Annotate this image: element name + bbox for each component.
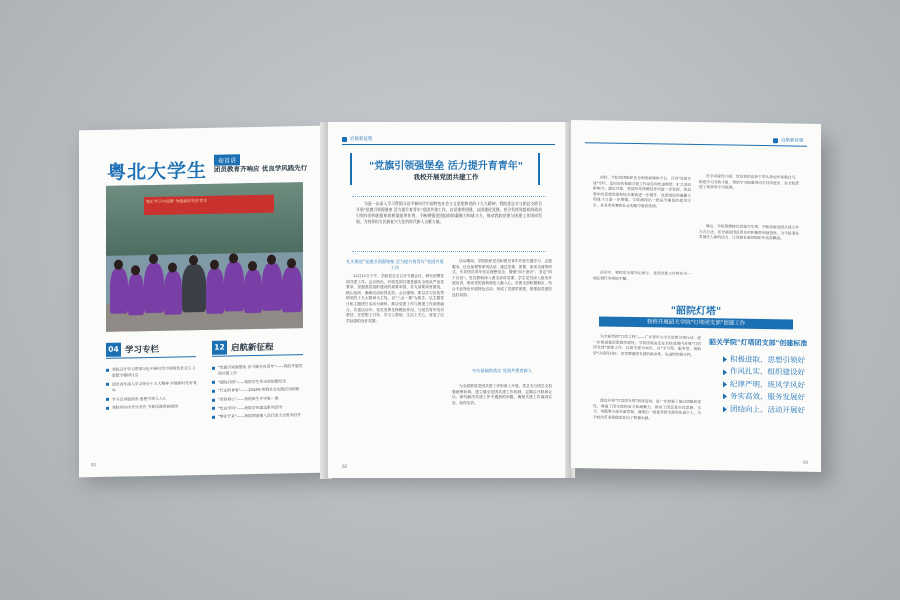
preface-subtitle: 团员教育齐响应 优良学风践先行 bbox=[214, 163, 308, 174]
section-number: 04 bbox=[106, 343, 121, 357]
student-figure bbox=[110, 267, 128, 313]
running-head: 启航新征程 bbox=[773, 137, 804, 143]
student-figure bbox=[282, 266, 302, 312]
study-list bbox=[106, 365, 198, 414]
bullet-icon bbox=[212, 407, 215, 410]
triangle-bullet-icon bbox=[723, 369, 727, 375]
triangle-bullet-icon bbox=[723, 357, 727, 363]
section-journey-heading bbox=[212, 340, 274, 355]
triangle-bullet-icon bbox=[723, 394, 727, 400]
section-label: 启航新征程 bbox=[231, 342, 274, 354]
standard-item: 纪律严明、班风学风好 bbox=[723, 378, 805, 392]
list-item: 我院举办读书分享会 书香浸润青春校园 bbox=[106, 403, 198, 411]
student-figure bbox=[164, 270, 182, 314]
standards-title: 韶关学院"灯塔团支部"创建标准 bbox=[709, 338, 808, 348]
photo-banner-text: 智汇学子中国梦 争做新时代好青年 bbox=[146, 197, 208, 205]
triangle-bullet-icon bbox=[723, 406, 727, 412]
standards-list bbox=[723, 353, 805, 416]
journey-list bbox=[212, 363, 304, 423]
section-label: 学习专栏 bbox=[125, 344, 160, 356]
group-photo bbox=[106, 182, 303, 332]
list-item: "党旗引领强堡垒 活力提升育青年"——我院开展党团共建工作 bbox=[212, 363, 304, 377]
page-number: 02 bbox=[91, 462, 97, 468]
standard-item: 作风扎实、组织建设好 bbox=[723, 366, 805, 380]
lighthouse-bar: 我校开展韶关学院"灯塔团支部"创建工作 bbox=[599, 316, 793, 329]
list-item: "青春初心"——我院新生开学第一课 bbox=[212, 395, 304, 403]
right-page bbox=[571, 120, 821, 472]
section-icon bbox=[342, 137, 347, 142]
teacher-figure bbox=[182, 264, 206, 312]
list-item: 我院召开学习贯彻习近平新时代中国特色社会主义思想专题研讨会 bbox=[106, 365, 198, 379]
bullet-icon bbox=[212, 381, 215, 384]
bullet-icon bbox=[106, 368, 109, 371]
page-number: 02 bbox=[342, 464, 348, 469]
list-item: 团员青年深入学习领会十九大精神 争做新时代好青年 bbox=[106, 380, 198, 394]
col2-text-b: 最后，学院将继续以党建为引领，不断创新党团共建工作方式方法，充分调动团员青年的积极性和创造性，为学院事业发展注入新的活力，让党旗在基层组织中高高飘扬。 bbox=[699, 224, 799, 241]
list-item: "继往开来"——我院团委第八次代表大会胜利召开 bbox=[212, 412, 304, 420]
col2-text: 活动期间，学院组织党员和团员青年开展专题学习、志愿服务、红色参观等系列活动，通过党课、团课、座谈交流等形式，引导团员青年坚定理想信念，增强"四个意识"，坚定"四个自信"。党员教师深入团支部讲党课，学生党员深入宿舍开展宣讲，推动党的创新理论入脑入心。各团支部积极响应，结合专业特色开展特色活动，形成了党建带团建、团建促党建的良好局面。 bbox=[452, 259, 552, 297]
col2-text: 在学风建设方面，党员和团员骨干带头参加早读晚自习，组建学习互助小组，帮助学习困难的同学共同进步，在全院营造了浓厚的学习氛围。 bbox=[699, 174, 799, 190]
list-item: "韶院灯塔"——我院学生党支部创建纪实 bbox=[212, 378, 304, 386]
bullet-icon bbox=[106, 398, 109, 401]
bullet-icon bbox=[106, 407, 109, 410]
article-headline: "党旗引领强堡垒 活力提升育青年" bbox=[369, 161, 523, 172]
section-icon bbox=[773, 138, 778, 143]
preface-tag: 卷首语 bbox=[214, 154, 240, 165]
running-head: 启航新征程 bbox=[342, 136, 373, 142]
student-figure bbox=[224, 261, 244, 311]
bullet-icon bbox=[212, 366, 215, 369]
magazine-title: 粤北大学生 bbox=[107, 159, 208, 184]
student-figure bbox=[144, 263, 164, 313]
section-study-heading bbox=[106, 342, 159, 357]
col2-text-b: 为全面推进党团共建工作的深入开展，党总支与团总支加强统筹协调，建立健全党团共建工作机制，定期召开联席会议，研究解决共建工作中遇到的问题，确保共建工作落到实处、取得实效。 bbox=[452, 384, 552, 405]
list-item: "行走的青春"——2018年寒假社会实践活动掠影 bbox=[212, 386, 304, 394]
header-rule bbox=[342, 144, 555, 145]
bullet-icon bbox=[212, 398, 215, 401]
col4-text: 通过开展"灯塔团支部"创建活动，进一步加强了基层团组织建设，增强了团支部的活力和凝聚力，推动了团员青年在思想、学习、实践等方面全面发展，涌现出一批优秀团支部和先进个人，为学校改革发展稳定作出了积极贡献。 bbox=[593, 398, 701, 421]
triangle-bullet-icon bbox=[723, 381, 727, 387]
article-intro: 为进一步深入学习贯彻习近平新时代中国特色社会主义思想和党的十九大精神，我院党总支与团总支联合开展"党旗引领强堡垒 活力提升育青年"党团共建工作，以党建带团建，以团建促党建，充分发挥党组织的政治引领作用和团组织的桥梁纽带作用，不断增强党团组织的凝聚力和战斗力，推动我院党建与团建工作协同发展，为培养担当民族复兴大任的时代新人贡献力量。 bbox=[352, 196, 546, 252]
standard-item: 积极进取、思想引领好 bbox=[723, 353, 805, 367]
col1-text-b: 活动中，我院党支部书记表示，党团共建工作将作为一项长期任务常抓不懈。 bbox=[593, 270, 691, 281]
lighthouse-title: "韶院灯塔" bbox=[670, 305, 722, 318]
article-subheadline: 我校开展党团共建工作 bbox=[413, 173, 479, 181]
list-item: 学习宣讲进宿舍 思想引领入人心 bbox=[106, 395, 198, 403]
standard-item: 团结向上、活动开展好 bbox=[723, 403, 805, 417]
standard-item: 务实高效、服务发展好 bbox=[723, 391, 805, 405]
list-item: "优良学风"——我院学风建设系列活动 bbox=[212, 404, 304, 412]
student-figure bbox=[206, 268, 224, 314]
bullet-icon bbox=[212, 416, 215, 419]
photo-wall bbox=[106, 182, 303, 256]
page-number: 03 bbox=[803, 459, 809, 465]
student-figure bbox=[244, 269, 262, 313]
col1-text: 12月21日下午，学院党总支召开专题会议，研究部署党团共建工作。会议指出，开展党团共建是落实全面从严治党要求、加强基层组织建设的重要举措，各支部要高度重视，精心组织，确保活动取得实效。会议强调，要以学习宣传贯彻党的十九大精神为主线，以"三会一课"为抓手，以主题党日和主题团日活动为载体，推动党建工作与团建工作深度融合。共建活动中，党员发挥先锋模范作用，与团员青年结对帮扶，在思想上引导、学习上帮助、生活上关心，营造了比学赶超的良好氛围。 bbox=[346, 274, 444, 323]
student-figure bbox=[262, 262, 282, 310]
left-page bbox=[79, 126, 326, 478]
col3-text: 为全面贯彻"灯塔工程"——广东青年大学生思想引领行动，进一步推进基层团组织建设，学校团委决定在全校范围内开展"灯塔团支部"创建工作，以团支部为单位，以"学习型、服务型、创新型"为建设目标，切实增强团支部的政治性、先进性和群众性。 bbox=[593, 334, 701, 357]
col1-text: 同时，学院党团组织充分利用新媒体平台，开设"党团共建"专栏，及时宣传报道共建工作动态和先进典型，扩大活动影响力。通过共建，党员的先锋模范作用进一步发挥，团员青年的思想觉悟和综合素质进一步提升，党团组织的凝聚力和战斗力进一步增强。学院涌现出一批品学兼优的优秀学生，在各类竞赛和社会实践中屡获佳绩。 bbox=[593, 175, 691, 209]
student-figure bbox=[128, 273, 144, 315]
col1-subhead: 扎实推进"党旗引领强堡垒 活力提升育青年"党团共建工作 bbox=[346, 259, 444, 270]
bullet-icon bbox=[106, 383, 109, 386]
col2-subhead: 夯实基础抓落实 党团共建育新人 bbox=[472, 368, 532, 373]
middle-page bbox=[328, 122, 569, 478]
bullet-icon bbox=[212, 390, 215, 393]
section-number: 12 bbox=[212, 341, 227, 355]
